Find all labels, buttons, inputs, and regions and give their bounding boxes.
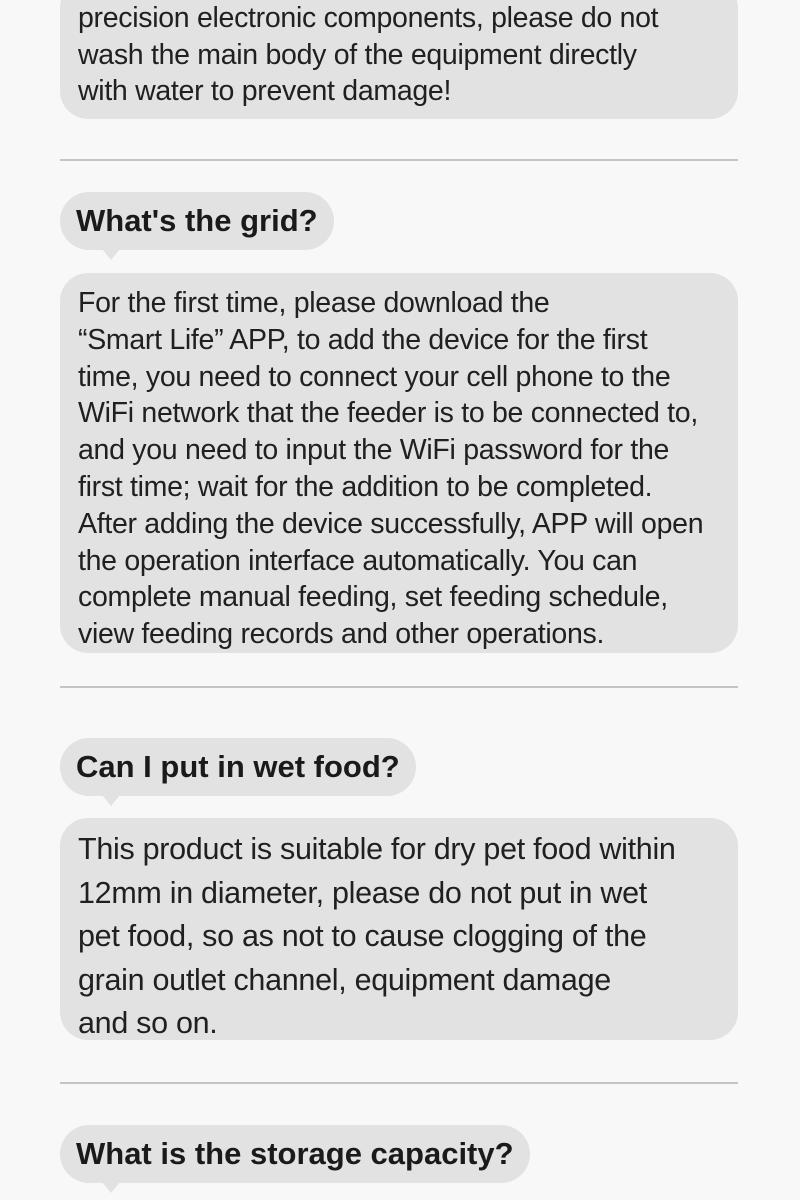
divider — [60, 1082, 738, 1084]
answer-bubble-grid: For the first time, please download the “Smart Life” APP, to add the device for the first time, you need to connect your cell phone to the WiFi network that the feeder is to be connected to, and you need to input the WiFi password for the first time; wait for the addition to be completed. After adding the device successfully, APP will open the operation interface automatically. You can complete manual feeding, set feeding schedule, view feeding records and other operations. — [60, 273, 738, 653]
divider — [60, 159, 738, 161]
question-bubble-storage-capacity: What is the storage capacity? — [60, 1125, 530, 1183]
answer-bubble-wet-food: This product is suitable for dry pet food within 12mm in diameter, please do not put in wet pet food, so as not to cause clogging of the grain outlet channel, equipment damage and so on. — [60, 818, 738, 1040]
question-bubble-wet-food: Can I put in wet food? — [60, 738, 416, 796]
divider — [60, 686, 738, 688]
answer-bubble-washing: precision electronic components, please do not wash the main body of the equipment directly with water to prevent damage! — [60, 0, 738, 119]
question-bubble-grid: What's the grid? — [60, 192, 334, 250]
